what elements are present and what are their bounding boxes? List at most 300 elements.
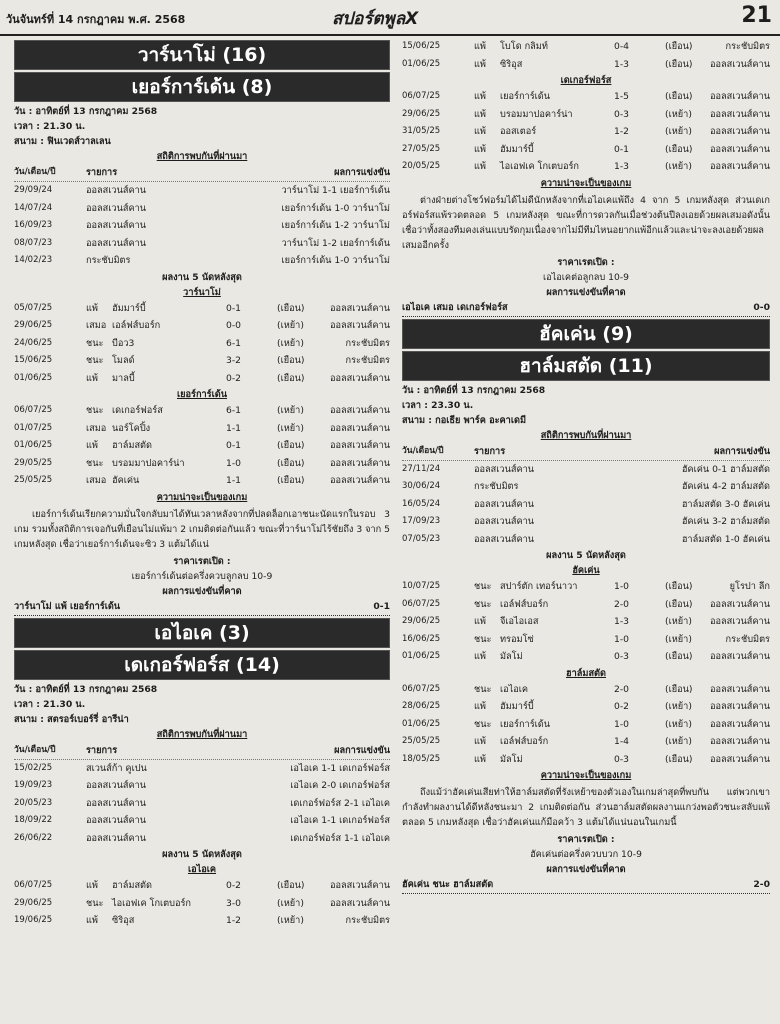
competition: ออลสเวนส์คาน — [86, 797, 147, 809]
match-preview-continued — [402, 38, 770, 317]
venue: (เหย้า) — [277, 897, 304, 909]
competition: กระชับมิตร — [725, 633, 770, 645]
form-row — [14, 420, 390, 438]
match-result: แพ้ — [474, 161, 486, 172]
match-date: 10/07/25 — [402, 581, 441, 591]
competition: กระชับมิตร — [86, 255, 131, 266]
team-b-title: ฮาล์มสตัด — [566, 667, 606, 679]
score — [226, 420, 304, 438]
venue: (เหย้า) — [665, 718, 692, 730]
match-result: แพ้ — [86, 440, 98, 451]
match-date: 15/06/25 — [14, 355, 53, 365]
score — [614, 158, 692, 176]
competition: ออลสเวนส์คาน — [329, 475, 390, 486]
score-value: 0-1 — [614, 143, 630, 155]
form-title: ผลงาน 5 นัดหลังสุด — [162, 849, 242, 860]
score-value: 1-0 — [614, 633, 630, 645]
form-row — [402, 751, 770, 769]
competition: ออลสเวนส์คาน — [709, 598, 770, 610]
opponent: ฮัคเค่น — [112, 475, 140, 486]
score — [614, 751, 693, 769]
score — [614, 631, 692, 649]
opponent: เยอร์การ์เด้น — [500, 91, 551, 102]
match-info: เวลา : 21.30 น. — [14, 121, 86, 132]
venue: (เยือน) — [277, 302, 305, 314]
opponent: นอร์โคปิ้ง — [112, 422, 151, 434]
h2h-row — [14, 760, 390, 778]
venue: (เยือน) — [277, 355, 305, 366]
match-date: 01/06/25 — [402, 58, 441, 69]
score — [226, 352, 305, 370]
venue: (เยือน) — [665, 753, 693, 765]
prediction-score: 0-1 — [373, 600, 390, 612]
score-value: 1-4 — [614, 736, 630, 747]
venue: (เหย้า) — [665, 108, 692, 120]
form-row — [402, 716, 770, 734]
match-date: 20/05/25 — [402, 161, 441, 171]
col-comp: รายการ — [474, 445, 506, 457]
col-date: วัน/เดือน/ปี — [402, 445, 444, 456]
competition: ออลสเวนส์คาน — [329, 372, 390, 384]
venue: (เหย้า) — [665, 616, 692, 627]
team-a-title: เอไอเค — [187, 864, 217, 875]
result: เอไอเค 1-1 เดเกอร์ฟอร์ส — [290, 815, 390, 826]
team-banner-home: เอไอเค (3) — [14, 618, 390, 648]
analysis-text: เยอร์การ์เด้นเรียกความมั่นใจกลับมาได้ทันเวลาหลังจากที่ปลดล็อกเอาชนะนัดแรกในรอบ 3 เกม รวมทั้งสถิติการเจอกันที่เยือนไม่แพ้มา 2 เกมติดต่อกันแล้ว ขณะที่วาร์นาโม่ไร้ชัยถึง 3 จาก 5 เกมหลังสุด เชื่อว่าเยอร์การ์เด้นจะซิว 3 แต้มได้แน่ — [14, 508, 390, 550]
competition: ออลสเวนส์คาน — [709, 753, 770, 765]
competition: ออลสเวนส์คาน — [709, 718, 770, 730]
opponent: ออสเตอร์ — [500, 126, 537, 137]
result: ฮาล์มสตัด 3-0 ฮัคเค่น — [681, 498, 770, 510]
venue: (เยือน) — [277, 440, 305, 451]
score — [614, 681, 693, 699]
score — [226, 912, 304, 930]
match-result: แพ้ — [474, 736, 486, 747]
score — [614, 698, 692, 716]
competition: ออลสเวนส์คาน — [86, 832, 147, 844]
score-value: 0-1 — [226, 440, 242, 451]
opponent: มัลโม่ — [500, 651, 523, 662]
score-value: 0-2 — [226, 372, 242, 384]
result: เยอร์การ์เด้น 1-2 วาร์นาโม่ — [281, 220, 390, 231]
opponent: ฮัมมาร์บี้ — [500, 143, 534, 155]
score-value: 1-2 — [226, 915, 242, 926]
opponent: เอล์ฟส์บอร์ก — [500, 736, 549, 747]
venue: (เหย้า) — [665, 161, 692, 172]
match-result: แพ้ — [474, 651, 486, 662]
result: เอไอเค 2-0 เดเกอร์ฟอร์ส — [290, 780, 390, 791]
analysis-text: ต่างฝ่ายต่างโชว์ฟอร์มได้ไม่ดีนักหลังจากที่เอไอเคแพ้ถึง 4 จาก 5 เกมหลังสุด ส่วนเดเกอร์ฟอร์สแพ้รวดตลอด 5 เกมหลังสุด ขณะที่การดวลกันเมื่อช่วงต้นปีลงเอยด้วยผลเสมอดังนั้นเชื่อว่าทั้งสองทีมคงเล่นแบบรัดกุมเนื่องจากไม่มีทีมไหนอยากแพ้อีกแล้วและน่าจะลงเอยด้วยผลเสมออีกครั้ง — [402, 194, 770, 251]
match-date: 01/06/25 — [402, 718, 441, 729]
prediction — [402, 300, 770, 317]
opponent: มัลโม่ — [500, 753, 523, 765]
analysis-title: ความน่าจะเป็นของเกม — [540, 770, 632, 781]
competition: กระชับมิตร — [345, 355, 390, 366]
competition: ออลสเวนส์คาน — [329, 880, 390, 891]
h2h-row — [14, 795, 390, 813]
form-title: ผลงาน 5 นัดหลังสุด — [162, 271, 242, 283]
competition: ออลสเวนส์คาน — [86, 185, 147, 196]
competition: ออลสเวนส์คาน — [86, 237, 147, 249]
page-header — [0, 0, 780, 36]
h2h-title: สถิติการพบกันที่ผ่านมา — [156, 728, 248, 740]
h2h-row — [14, 235, 390, 253]
score-value: 0-1 — [226, 302, 242, 314]
form-row — [14, 877, 390, 895]
score — [226, 895, 304, 913]
form-row — [402, 681, 770, 699]
match-result: แพ้ — [474, 58, 486, 70]
form-row — [402, 88, 770, 106]
venue: (เยือน) — [665, 581, 693, 592]
match-result: ชนะ — [86, 337, 104, 349]
form-row — [402, 596, 770, 614]
score — [614, 56, 693, 74]
prediction-text: ฮัคเค่น ชนะ ฮาล์มสตัด — [402, 879, 494, 890]
price-text: เยอร์การ์เด้นต่อครึ่งควบลูกลบ 10-9 — [131, 570, 273, 582]
team-a-title: ฮัคเค่น — [572, 565, 600, 576]
analysis-title: ความน่าจะเป็นของเกม — [540, 177, 632, 189]
prediction-text: วาร์นาโม่ แพ้ เยอร์การ์เด้น — [14, 600, 121, 612]
h2h-row — [14, 182, 390, 200]
match-date: 30/06/24 — [402, 481, 441, 491]
score-value: 0-2 — [614, 701, 630, 712]
match-date: 01/07/25 — [14, 422, 53, 433]
score — [614, 123, 692, 141]
team-banner-away: ฮาล์มสตัด (11) — [402, 351, 770, 381]
opponent: ทรอมโซ่ — [500, 633, 534, 645]
score — [614, 596, 693, 614]
result: ฮาล์มสตัด 1-0 ฮัคเค่น — [681, 533, 770, 545]
match-result: ชนะ — [86, 405, 104, 416]
h2h-title: สถิติการพบกันที่ผ่านมา — [540, 429, 632, 441]
match-date: 14/02/23 — [14, 255, 53, 265]
match-date: 06/07/25 — [14, 880, 53, 890]
score-value: 0-0 — [226, 320, 242, 331]
competition: ออลสเวนส์คาน — [709, 58, 770, 70]
price-title: ราคาเรตเปิด : — [557, 834, 615, 845]
competition: ออลสเวนส์คาน — [709, 161, 770, 172]
venue: (เยือน) — [665, 651, 693, 662]
form-row — [14, 912, 390, 930]
score-value: 1-0 — [614, 581, 630, 592]
h2h-header — [402, 443, 770, 461]
match-date: 27/11/24 — [402, 463, 441, 474]
prediction-title: ผลการแข่งขันที่คาด — [546, 864, 626, 875]
analysis-title: ความน่าจะเป็นของเกม — [156, 491, 248, 503]
team-b-title: เดเกอร์ฟอร์ส — [560, 75, 612, 86]
opponent: โมลด์ — [112, 355, 135, 366]
venue: (เหย้า) — [277, 422, 304, 434]
result: เดเกอร์ฟอร์ส 2-1 เอไอเค — [290, 797, 390, 809]
score — [614, 578, 693, 596]
col-date: วัน/เดือน/ปี — [14, 167, 56, 177]
left-column — [14, 38, 390, 930]
match-result: แพ้ — [474, 41, 486, 52]
score — [226, 437, 305, 455]
score — [614, 716, 692, 734]
match-result: ชนะ — [474, 581, 492, 592]
match-date: 06/07/25 — [402, 683, 441, 694]
score — [614, 106, 692, 124]
result: วาร์นาโม่ 1-2 เยอร์การ์เด้น — [281, 237, 390, 249]
h2h-row — [14, 777, 390, 795]
match-date: 29/06/25 — [14, 897, 53, 908]
h2h-row — [14, 812, 390, 830]
h2h-title: สถิติการพบกันที่ผ่านมา — [156, 151, 248, 162]
result: เยอร์การ์เด้น 1-0 วาร์นาโม่ — [281, 255, 390, 266]
form-row — [402, 613, 770, 631]
score — [226, 877, 305, 895]
competition: ออลสเวนส์คาน — [86, 220, 147, 231]
team-a-title: วาร์นาโม่ — [183, 286, 221, 298]
result: เอไอเค 1-1 เดเกอร์ฟอร์ส — [290, 762, 390, 774]
opponent: ฮัมมาร์บี้ — [112, 302, 146, 314]
match-date: 15/02/25 — [14, 762, 53, 773]
competition: ออลสเวนส์คาน — [709, 91, 770, 102]
score-value: 1-1 — [226, 422, 242, 434]
match-date: 29/09/24 — [14, 185, 53, 195]
right-column — [402, 38, 770, 894]
result: ฮัคเค่น 0-1 ฮาล์มสตัด — [681, 463, 770, 475]
form-row — [14, 437, 390, 455]
score — [226, 335, 304, 353]
venue: (เหย้า) — [277, 320, 304, 331]
score-value: 3-2 — [226, 355, 242, 366]
match-date: 29/05/25 — [14, 457, 53, 468]
price-title: ราคาเรตเปิด : — [557, 256, 615, 268]
match-date: 17/09/23 — [402, 516, 441, 526]
match-info: สนาม : ฟินเวดส์วาลเลน — [14, 136, 111, 147]
venue: (เยือน) — [277, 372, 305, 384]
competition: ออลสเวนส์คาน — [86, 202, 147, 214]
score — [226, 317, 304, 335]
match-result: แพ้ — [86, 372, 98, 384]
match-date: 27/05/25 — [402, 143, 441, 154]
match-date: 06/07/25 — [14, 405, 53, 415]
venue: (เยือน) — [665, 143, 693, 155]
form-row — [14, 455, 390, 473]
opponent: เดเกอร์ฟอร์ส — [112, 405, 163, 416]
form-row — [402, 38, 770, 56]
score — [614, 141, 693, 159]
opponent: ซิริอุส — [112, 915, 135, 926]
competition: กระชับมิตร — [725, 41, 770, 52]
match-result: ชนะ — [86, 897, 104, 909]
result: ฮัคเค่น 3-2 ฮาล์มสตัด — [681, 516, 770, 527]
team-banner-away: เยอร์การ์เด้น (8) — [14, 72, 390, 102]
venue: (เหย้า) — [277, 915, 304, 926]
competition: ออลสเวนส์คาน — [329, 422, 390, 434]
page-number: 21 — [741, 3, 772, 28]
competition: สเวนส์ก้า คูเปน — [86, 762, 147, 774]
venue: (เยือน) — [277, 475, 305, 486]
match-date: 01/06/25 — [14, 440, 53, 450]
match-preview — [14, 618, 390, 930]
opponent: จีเอไอเอส — [500, 616, 539, 627]
match-date: 06/07/25 — [402, 598, 441, 609]
competition: ออลสเวนส์คาน — [709, 683, 770, 695]
match-info: สนาม : กอเธีย พาร์ค อะคาเดมี — [402, 414, 526, 426]
match-preview — [14, 40, 390, 616]
competition: ออลสเวนส์คาน — [86, 780, 147, 791]
match-result: ชนะ — [474, 718, 492, 730]
opponent: สปาร์ตัก เทอร์นาวา — [500, 581, 578, 592]
score-value: 1-0 — [226, 457, 242, 469]
match-date: 29/06/25 — [402, 108, 441, 119]
form-row — [402, 158, 770, 176]
score-value: 6-1 — [226, 405, 242, 416]
opponent: ไอเอฟเค โกเตบอร์ก — [112, 897, 191, 909]
h2h-row — [402, 461, 770, 479]
match-date: 19/06/25 — [14, 915, 53, 925]
venue: (เยือน) — [665, 683, 693, 695]
score — [226, 370, 305, 388]
competition: ออลสเวนส์คาน — [329, 302, 390, 314]
score-value: 2-0 — [614, 598, 630, 610]
brand-logo: สปอร์ตพูลX — [332, 9, 419, 29]
col-result: ผลการแข่งขัน — [334, 744, 390, 756]
score-value: 1-3 — [614, 58, 630, 70]
match-date: 01/06/25 — [402, 651, 441, 661]
h2h-row — [14, 830, 390, 848]
result: เดเกอร์ฟอร์ส 1-1 เอไอเค — [290, 832, 390, 844]
score-value: 1-3 — [614, 616, 630, 627]
col-result: ผลการแข่งขัน — [334, 167, 390, 178]
form-row — [14, 370, 390, 388]
form-row — [402, 141, 770, 159]
form-row — [402, 106, 770, 124]
prediction — [14, 599, 390, 616]
match-result: แพ้ — [86, 880, 98, 891]
match-date: 16/09/23 — [14, 220, 53, 230]
venue: (เยือน) — [665, 598, 693, 610]
venue: (เยือน) — [665, 58, 693, 70]
match-date: 14/07/24 — [14, 202, 53, 213]
match-date: 18/09/22 — [14, 815, 53, 825]
prediction-title: ผลการแข่งขันที่คาด — [546, 286, 626, 298]
match-result: แพ้ — [86, 302, 98, 314]
opponent: ฮัมมาร์บี้ — [500, 701, 534, 712]
match-date: 05/07/25 — [14, 302, 53, 313]
venue: (เยือน) — [665, 91, 693, 102]
form-row — [402, 123, 770, 141]
opponent: ซิริอุส — [500, 58, 523, 70]
match-result: เสมอ — [86, 475, 107, 486]
match-info: วัน : อาทิตย์ที่ 13 กรกฎาคม 2568 — [14, 683, 158, 695]
competition: ออลสเวนส์คาน — [709, 126, 770, 137]
match-result: ชนะ — [474, 598, 492, 610]
score-value: 0-2 — [226, 880, 242, 891]
opponent: เยอร์การ์เด้น — [500, 718, 551, 730]
form-row — [14, 402, 390, 420]
competition: กระชับมิตร — [345, 337, 390, 349]
opponent: เอล์ฟส์บอร์ก — [112, 320, 161, 331]
competition: ออลสเวนส์คาน — [709, 651, 770, 662]
score-value: 0-4 — [614, 41, 630, 52]
opponent: เอล์ฟส์บอร์ก — [500, 598, 549, 610]
score — [614, 38, 693, 56]
result: เยอร์การ์เด้น 1-0 วาร์นาโม่ — [281, 202, 390, 214]
competition: ยูโรปา ลีก — [729, 581, 770, 592]
form-row — [402, 698, 770, 716]
h2h-row — [402, 478, 770, 496]
score — [614, 88, 693, 106]
form-row — [402, 648, 770, 666]
match-date: 26/06/22 — [14, 832, 53, 843]
score — [226, 472, 305, 490]
venue: (เหย้า) — [277, 337, 304, 349]
opponent: ฮาล์มสตัด — [112, 880, 152, 891]
col-date: วัน/เดือน/ปี — [14, 744, 56, 755]
match-result: แพ้ — [474, 108, 486, 120]
match-result: ชนะ — [86, 457, 104, 469]
h2h-row — [402, 531, 770, 549]
form-title: ผลงาน 5 นัดหลังสุด — [546, 550, 626, 561]
match-date: 29/06/25 — [402, 616, 441, 626]
prediction — [402, 877, 770, 894]
match-date: 31/05/25 — [402, 126, 441, 136]
match-result: ชนะ — [474, 683, 492, 695]
opponent: บรอมมาปอคาร์น่า — [500, 108, 573, 120]
h2h-row — [14, 200, 390, 218]
score-value: 1-2 — [614, 126, 630, 137]
score-value: 1-3 — [614, 161, 630, 172]
competition: ออลสเวนส์คาน — [86, 815, 147, 826]
venue: (เหย้า) — [665, 736, 692, 747]
competition: ออลสเวนส์คาน — [329, 897, 390, 909]
score-value: 2-0 — [614, 683, 630, 695]
competition: ออลสเวนส์คาน — [329, 320, 390, 331]
match-date: 08/07/23 — [14, 237, 53, 248]
issue-date: วันจันทร์ที่ 14 กรกฎาคม พ.ศ. 2568 — [6, 13, 186, 26]
match-date: 20/05/23 — [14, 797, 53, 808]
match-date: 06/07/25 — [402, 91, 441, 101]
competition: กระชับมิตร — [474, 481, 519, 492]
prediction-score: 0-0 — [753, 301, 770, 313]
competition: ออลสเวนส์คาน — [709, 736, 770, 747]
opponent: บีอว3 — [112, 337, 135, 349]
form-row — [14, 317, 390, 335]
h2h-header — [14, 164, 390, 182]
venue: (เยือน) — [277, 457, 305, 469]
team-b-title: เยอร์การ์เด้น — [176, 389, 228, 400]
h2h-row — [14, 252, 390, 270]
form-row — [402, 733, 770, 751]
match-date: 18/05/25 — [402, 753, 441, 764]
competition: กระชับมิตร — [345, 915, 390, 926]
match-date: 07/05/23 — [402, 533, 441, 544]
competition: ออลสเวนส์คาน — [474, 516, 535, 527]
form-row — [14, 895, 390, 913]
form-row — [14, 300, 390, 318]
match-date: 16/06/25 — [402, 633, 441, 644]
score — [614, 613, 692, 631]
team-banner-home: ฮัคเค่น (9) — [402, 319, 770, 349]
opponent: ฮาล์มสตัด — [112, 440, 152, 451]
match-info: สนาม : สตรอร์เบอร์รี่ อารีน่า — [14, 713, 129, 725]
col-result: ผลการแข่งขัน — [714, 445, 770, 457]
team-banner-home: วาร์นาโม่ (16) — [14, 40, 390, 70]
match-date: 01/06/25 — [14, 372, 53, 383]
match-info: เวลา : 23.30 น. — [402, 399, 474, 411]
match-info: วัน : อาทิตย์ที่ 13 กรกฎาคม 2568 — [402, 384, 546, 396]
prediction-title: ผลการแข่งขันที่คาด — [162, 585, 242, 597]
competition: ออลสเวนส์คาน — [709, 143, 770, 155]
match-result: แพ้ — [474, 143, 486, 155]
prediction-score: 2-0 — [753, 879, 770, 890]
match-result: แพ้ — [474, 616, 486, 627]
